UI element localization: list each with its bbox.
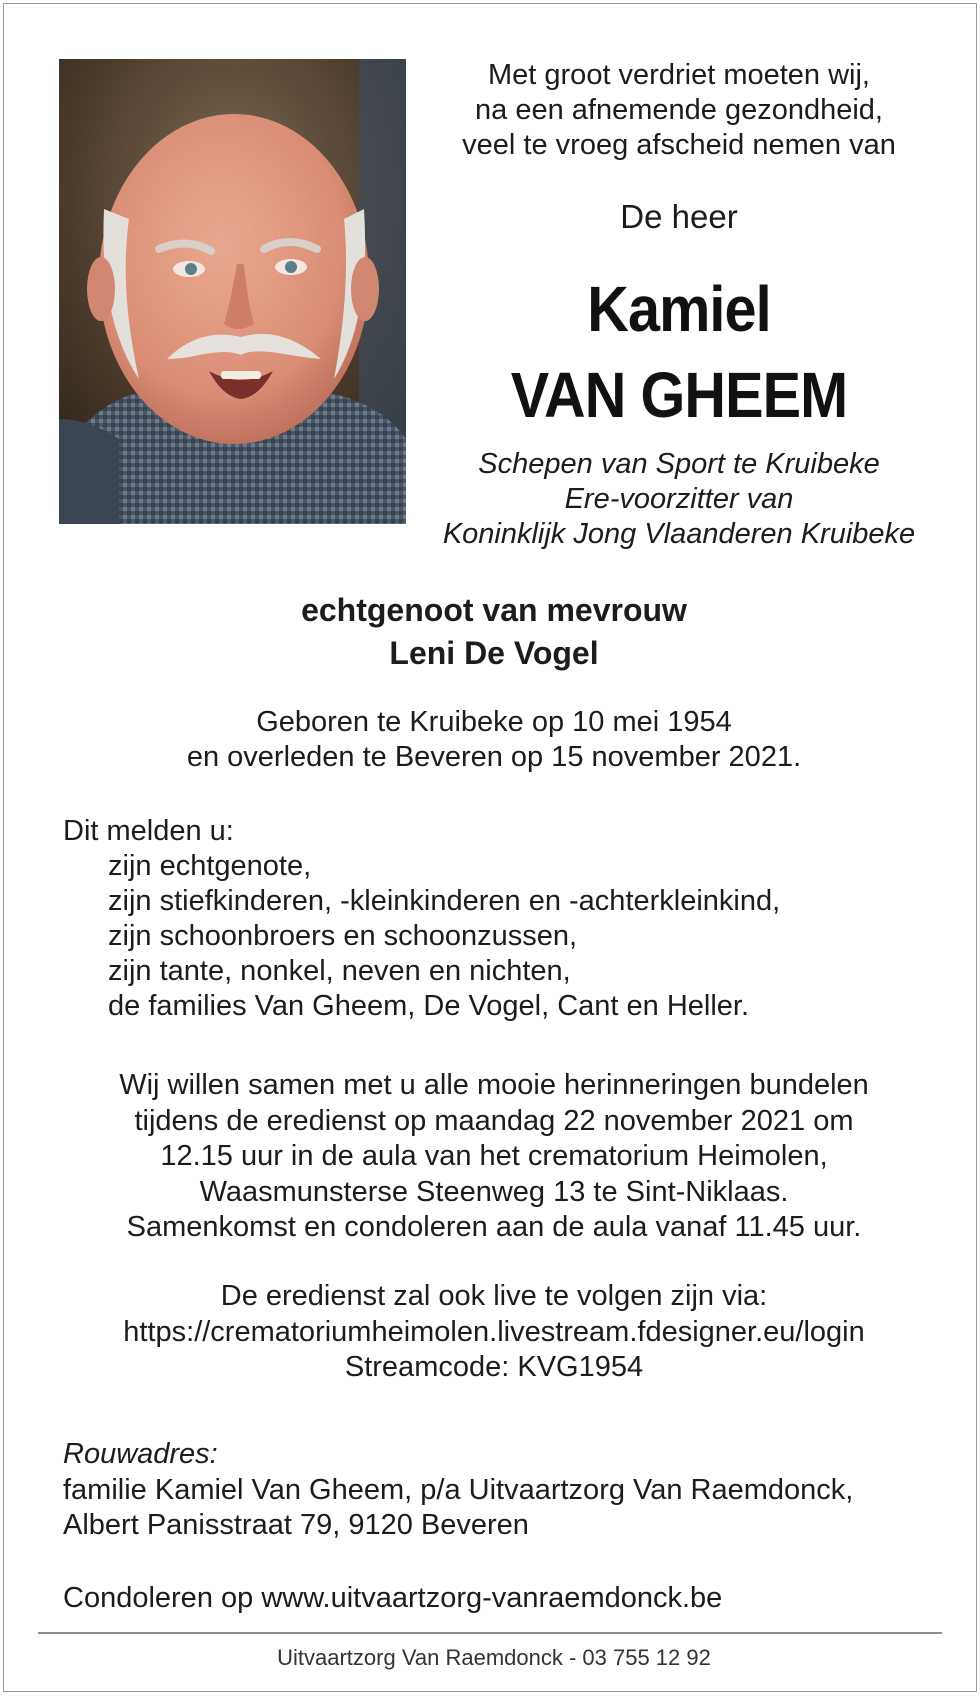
intro-line: na een afnemende gezondheid, [475, 94, 883, 126]
address-line: Albert Panisstraat 79, 9120 Beveren [63, 1509, 529, 1541]
relatives-list [63, 849, 780, 1024]
life-dates [4, 705, 980, 775]
role-line: Koninklijk Jong Vlaanderen Kruibeke [442, 518, 916, 550]
condolence-link: Condoleren op www.uitvaartzorg-vanraemdonck.be [63, 1582, 723, 1614]
portrait-icon [59, 59, 406, 524]
roles [414, 447, 944, 552]
role-line: Schepen van Sport te Kruibeke [478, 448, 880, 480]
spouse-name: Leni De Vogel [389, 635, 599, 671]
livestream-info [4, 1279, 980, 1386]
stream-code: Streamcode: KVG1954 [344, 1351, 644, 1383]
address-line: familie Kamiel Van Gheem, p/a Uitvaartzorg Van Raemdonck, [63, 1473, 854, 1506]
stream-url: https://crematoriumheimolen.livestream.fdesigner.eu/login [123, 1315, 865, 1348]
death-line: en overleden te Beveren op 15 november 2021. [186, 741, 802, 773]
service-line: Wij willen samen met u alle mooie herinneringen bundelen [119, 1069, 869, 1101]
list-item: zijn schoonbroers en schoonzussen, [108, 920, 578, 952]
service-line: Waasmunsterse Steenweg 13 te Sint-Niklaas. [199, 1175, 789, 1208]
announcement [63, 814, 780, 1024]
last-name: VAN GHEEM [510, 359, 848, 431]
intro-line: veel te vroeg afscheid nemen van [462, 129, 896, 161]
divider [38, 1632, 942, 1634]
footer-contact: Uitvaartzorg Van Raemdonck - 03 755 12 92 [277, 1645, 711, 1670]
intro-text [424, 58, 934, 163]
obituary-page [3, 3, 977, 1692]
list-item: zijn echtgenote, [108, 850, 312, 882]
list-item: de families Van Gheem, De Vogel, Cant en Heller. [108, 990, 750, 1022]
intro-line: Met groot verdriet moeten wij, [488, 59, 870, 91]
service-info [4, 1068, 980, 1246]
mourning-address [63, 1437, 853, 1544]
list-item: zijn stiefkinderen, -kleinkinderen en -achterkleinkind, [108, 885, 781, 917]
deceased-name [424, 266, 934, 438]
service-line: tijdens de eredienst op maandag 22 november 2021 om [134, 1104, 854, 1137]
announcement-intro: Dit melden u: [63, 815, 234, 847]
birth-line: Geboren te Kruibeke op 10 mei 1954 [256, 706, 732, 738]
address-label: Rouwadres: [63, 1438, 218, 1470]
portrait-photo [59, 59, 406, 524]
role-line: Ere-voorzitter van [564, 483, 794, 515]
service-line: Samenkomst en condoleren aan de aula vanaf 11.45 uur. [126, 1211, 862, 1243]
spouse-intro: echtgenoot van mevrouw [301, 592, 687, 628]
stream-intro: De eredienst zal ook live te volgen zijn via: [220, 1280, 768, 1312]
list-item: zijn tante, nonkel, neven en nichten, [108, 955, 571, 987]
first-name: Kamiel [587, 273, 771, 345]
spouse-block [4, 589, 980, 675]
service-line: 12.15 uur in de aula van het crematorium Heimolen, [160, 1140, 828, 1172]
honorific: De heer [620, 198, 738, 235]
